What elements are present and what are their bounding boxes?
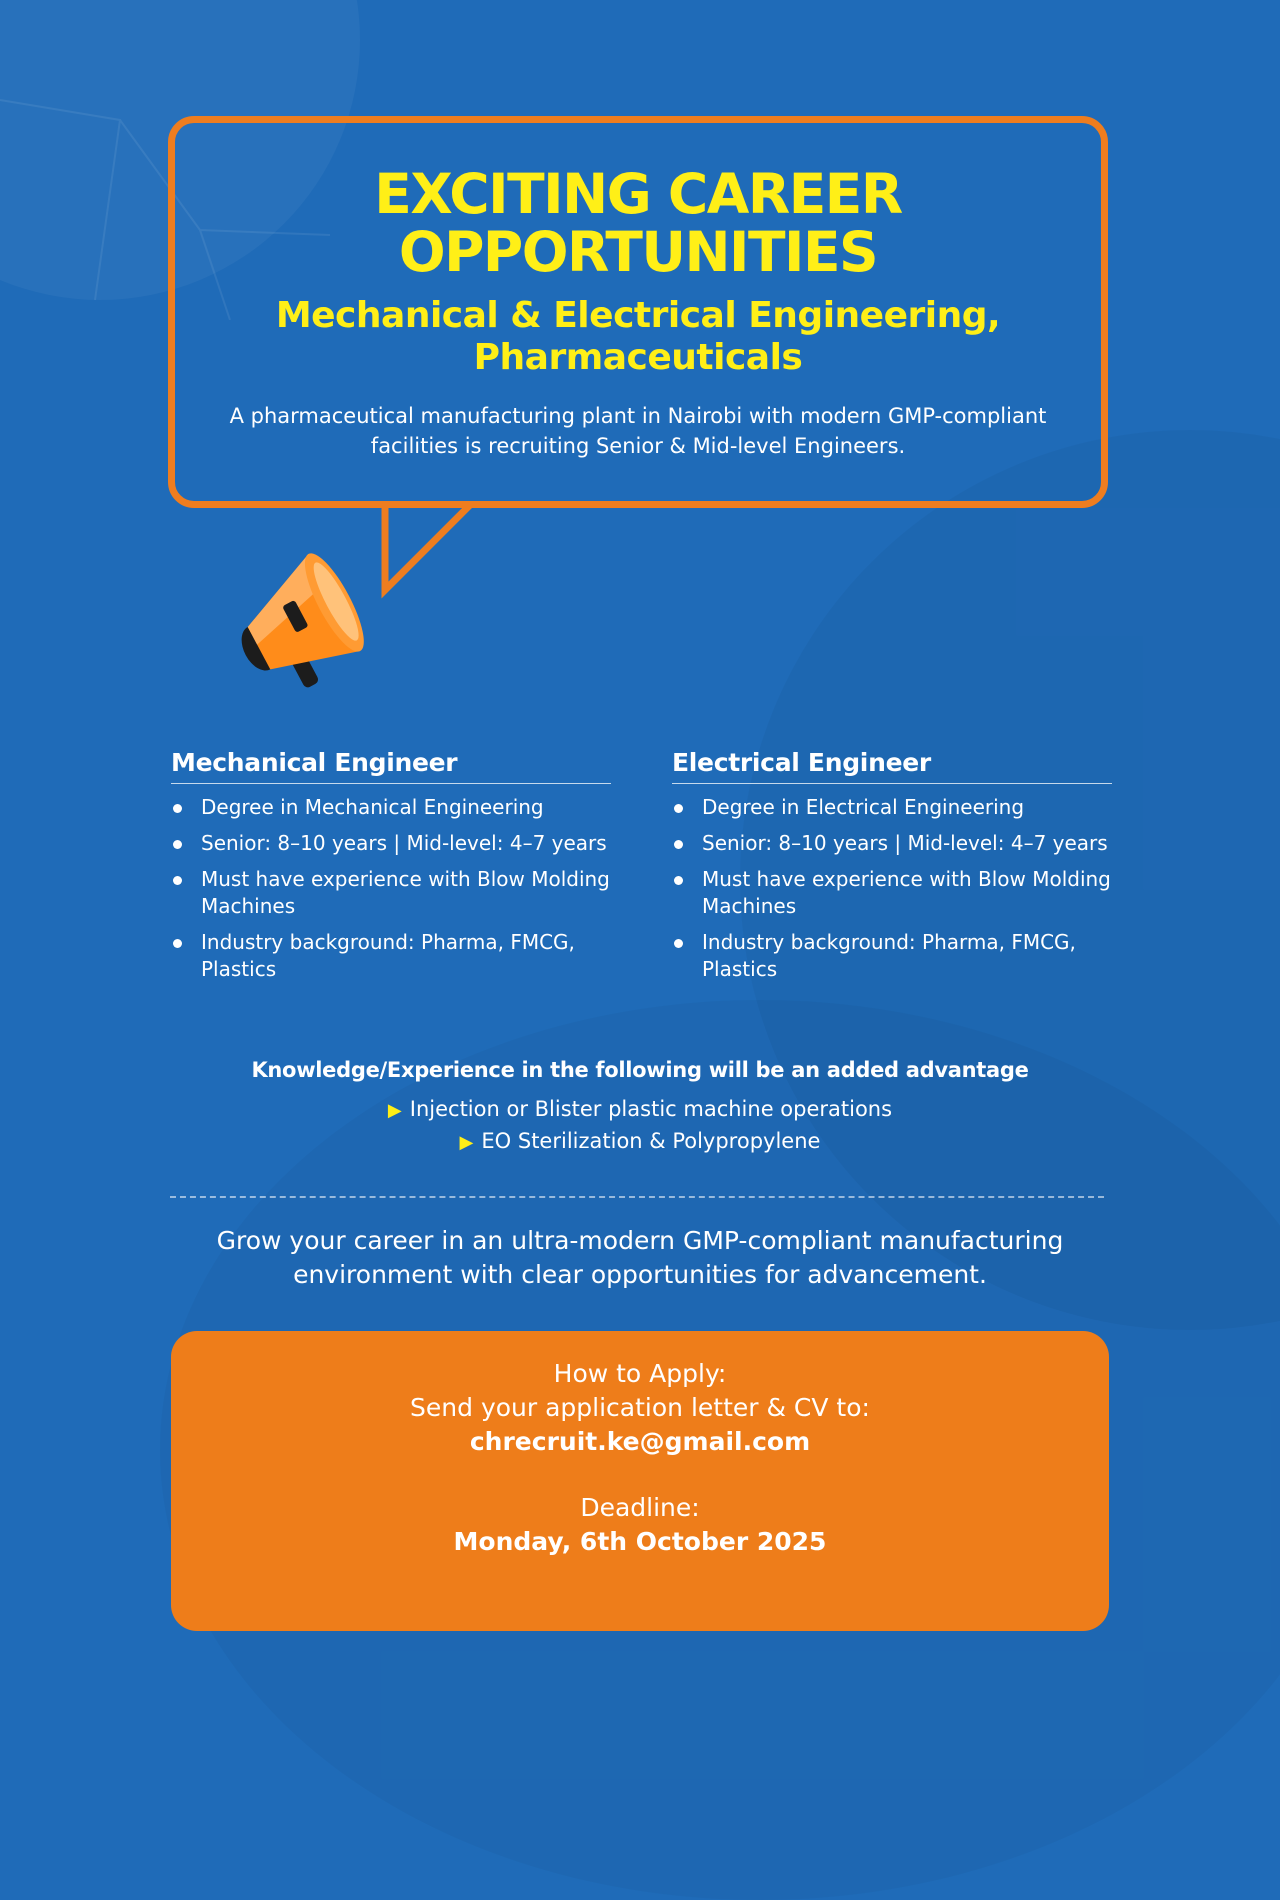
arrow-right-icon: ▶ (387, 1100, 402, 1121)
list-item: Industry background: Pharma, FMCG, Plastics (672, 929, 1112, 983)
growth-statement (160, 1224, 1120, 1292)
growth-line: environment with clear opportunities for advancement. (293, 1260, 987, 1289)
intro-line: facilities is recruiting Senior & Mid-level Engineers. (370, 434, 906, 458)
growth-line: Grow your career in an ultra-modern GMP-compliant manufacturing (216, 1226, 1064, 1255)
requirements-list (672, 794, 1112, 983)
position-title: Electrical Engineer (672, 748, 1112, 784)
page-subtitle (175, 295, 1101, 379)
mechanical-engineer-section (171, 748, 611, 992)
title-line: OPPORTUNITIES (398, 220, 878, 284)
subtitle-line: Pharmaceuticals (473, 337, 803, 378)
advantage-item-text: Injection or Blister plastic machine operations (409, 1097, 893, 1121)
list-item: Senior: 8–10 years | Mid-level: 4–7 years (171, 830, 611, 857)
deadline-label: Deadline: (580, 1493, 700, 1522)
advantage-heading: Knowledge/Experience in the following will be an added advantage (251, 1058, 1029, 1082)
page-title (175, 162, 1101, 284)
send-instructions: Send your application letter & CV to: (410, 1393, 870, 1422)
intro-text (198, 401, 1078, 461)
arrow-right-icon: ▶ (459, 1132, 474, 1153)
list-item: Industry background: Pharma, FMCG, Plastics (171, 929, 611, 983)
how-to-apply-label: How to Apply: (553, 1359, 727, 1388)
added-advantage-section (160, 1058, 1120, 1158)
list-item (160, 1094, 1120, 1126)
megaphone-icon (218, 530, 378, 700)
dashed-divider (170, 1196, 1104, 1198)
list-item (160, 1126, 1120, 1158)
electrical-engineer-section (672, 748, 1112, 992)
headline-speech-bubble (168, 116, 1108, 508)
advantage-list (160, 1094, 1120, 1158)
intro-line: A pharmaceutical manufacturing plant in Nairobi with modern GMP-compliant (229, 404, 1047, 428)
list-item: Senior: 8–10 years | Mid-level: 4–7 years (672, 830, 1112, 857)
list-item: Degree in Electrical Engineering (672, 794, 1112, 821)
requirements-list (171, 794, 611, 983)
list-item: Degree in Mechanical Engineering (171, 794, 611, 821)
position-title: Mechanical Engineer (171, 748, 611, 784)
application-email[interactable]: chrecruit.ke@gmail.com (469, 1427, 811, 1456)
list-item: Must have experience with Blow Molding Machines (171, 866, 611, 920)
subtitle-line: Mechanical & Electrical Engineering, (275, 295, 1001, 336)
title-line: EXCITING CAREER (374, 162, 902, 226)
how-to-apply-panel (171, 1331, 1109, 1631)
deadline-date: Monday, 6th October 2025 (453, 1527, 827, 1556)
list-item: Must have experience with Blow Molding Machines (672, 866, 1112, 920)
advantage-item-text: EO Sterilization & Polypropylene (481, 1129, 821, 1153)
